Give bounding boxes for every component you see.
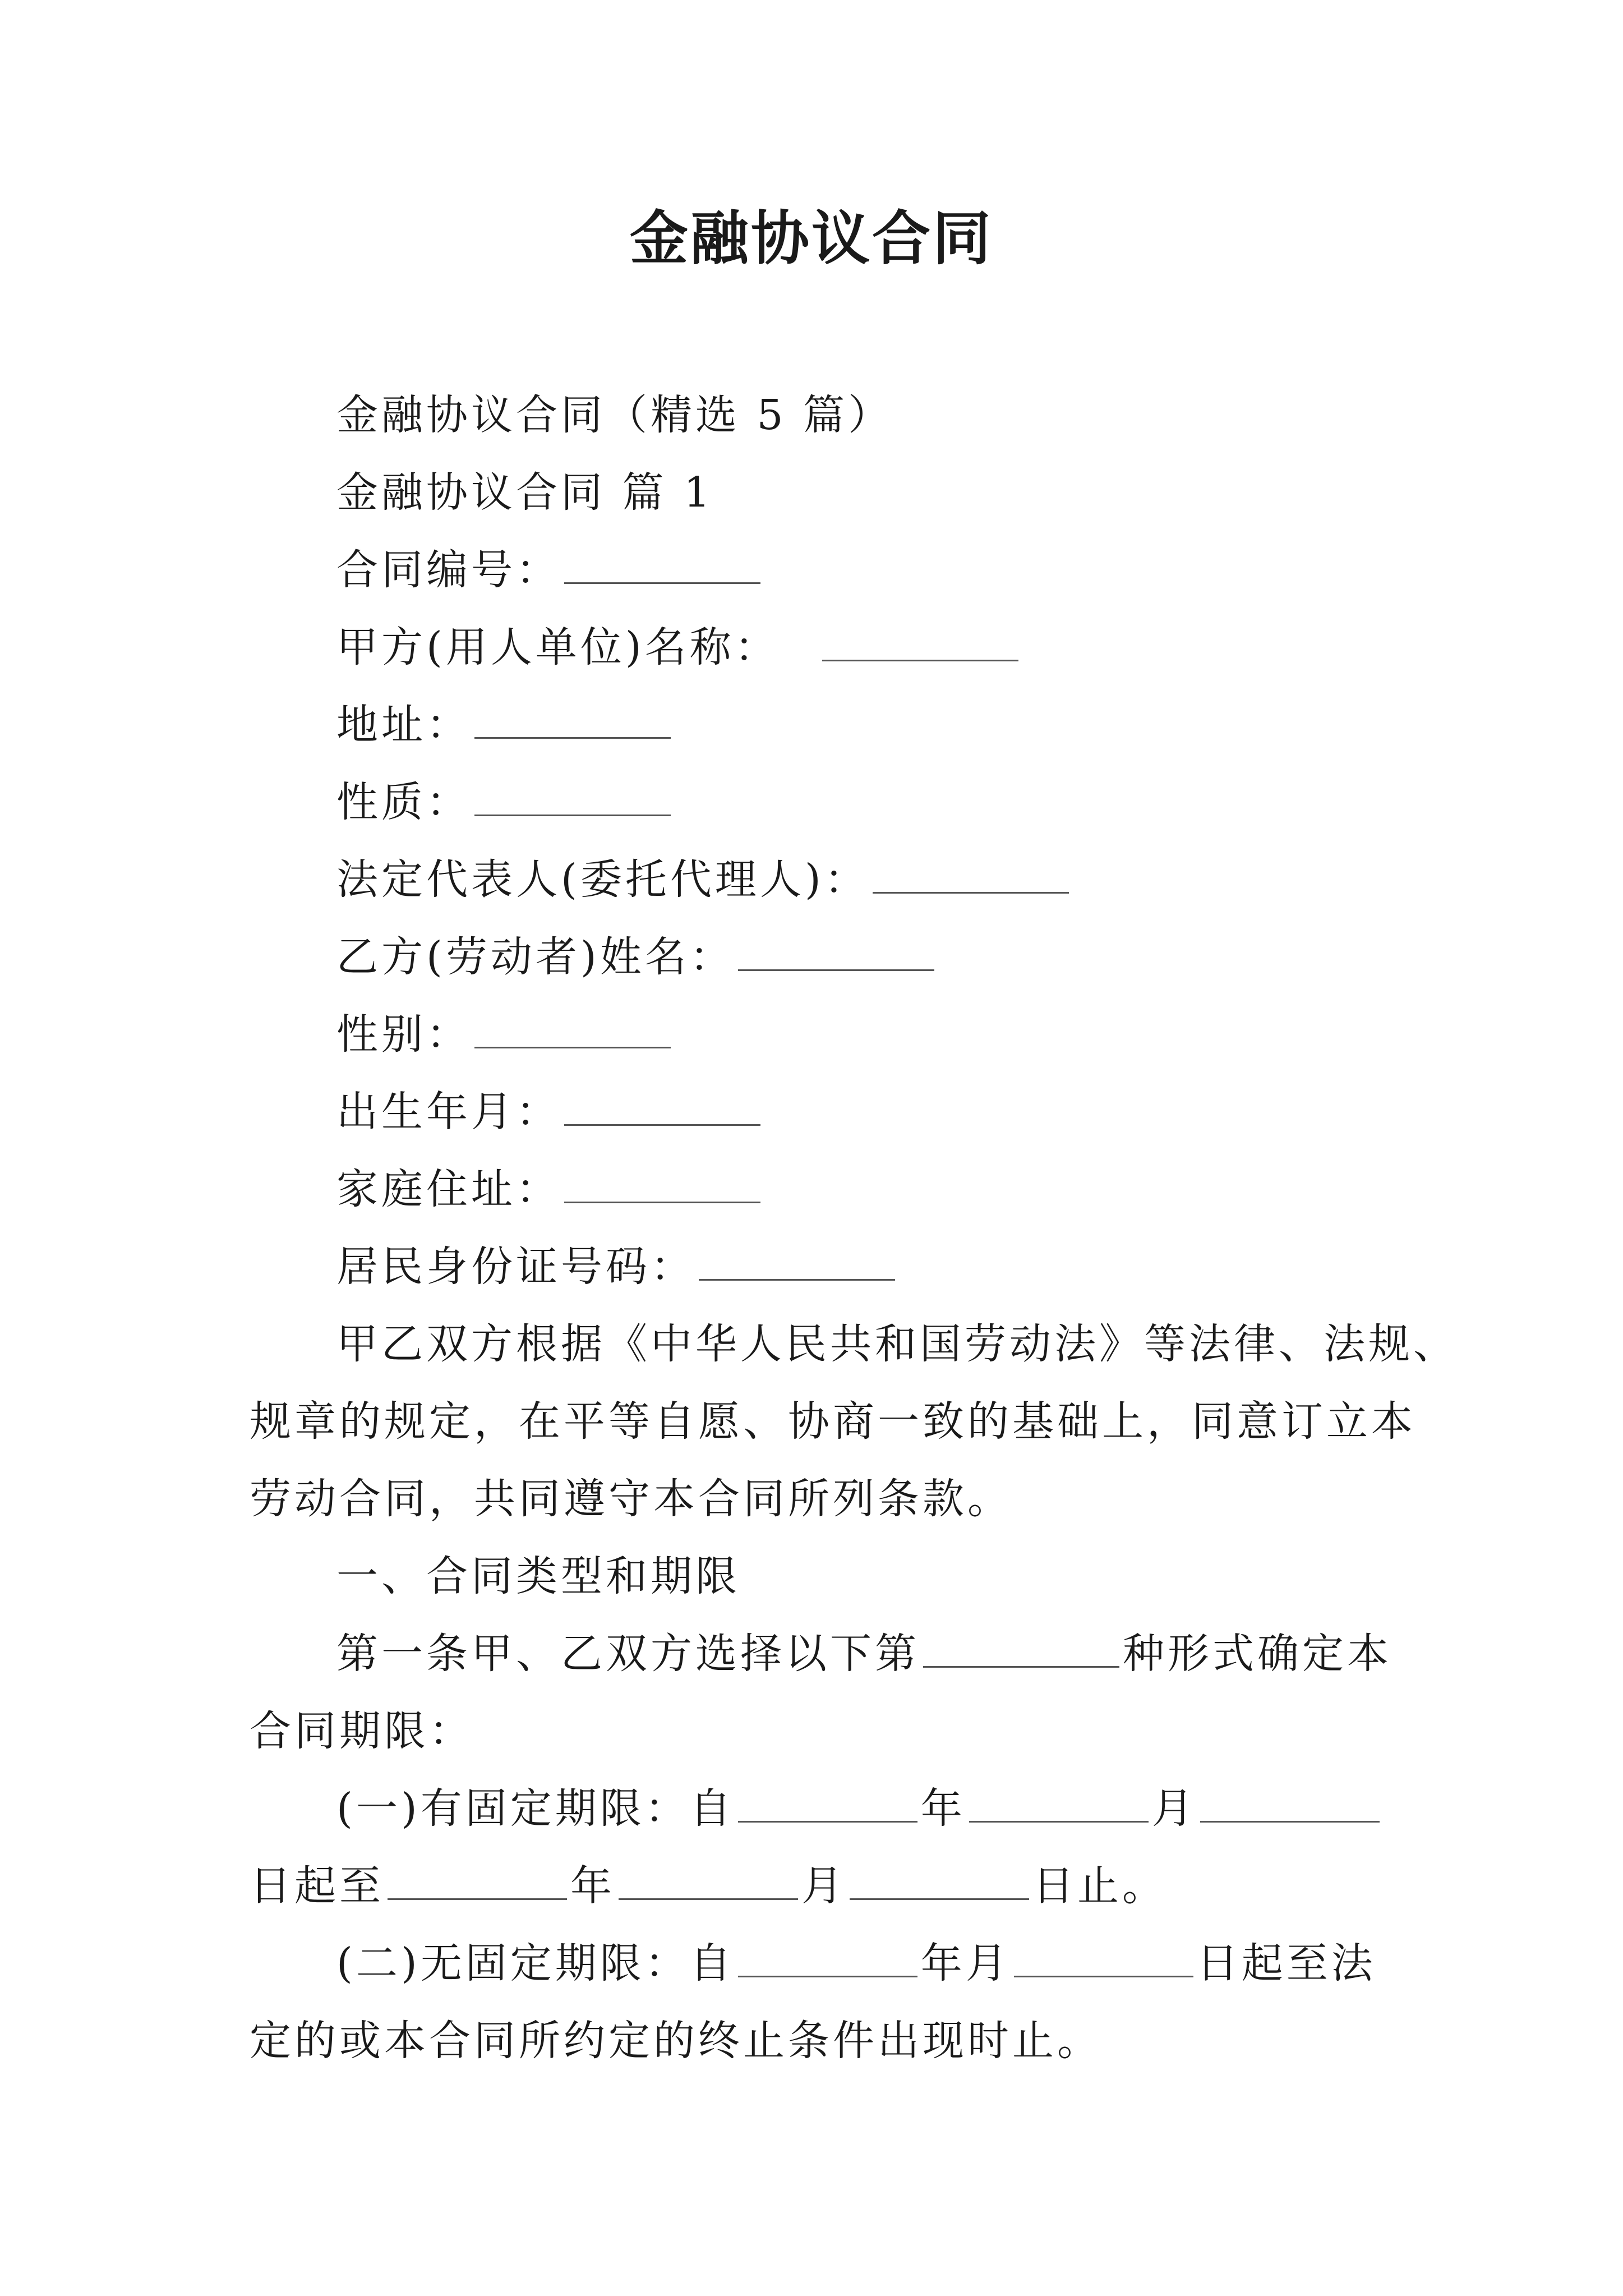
blank-line [564, 543, 760, 584]
blank-line [564, 1162, 760, 1203]
blank-line [474, 1007, 671, 1048]
clause-text: (二)无固定期限：自 [336, 1939, 735, 1987]
blank-line [564, 1085, 760, 1126]
party-b-name-field [336, 929, 938, 985]
address-field [336, 697, 674, 753]
field-label: 合同编号： [336, 546, 561, 594]
page-title: 金融协议合同 [629, 204, 993, 273]
blank-line [873, 853, 1069, 894]
field-label: 乙方(劳动者)姓名： [336, 933, 735, 981]
year-label: 年 [920, 1784, 966, 1833]
home-address-field [336, 1161, 764, 1217]
article-text: 种形式确定本 [1123, 1630, 1392, 1678]
field-label: 法定代表人(委托代理人)： [336, 855, 869, 904]
field-label: 性别： [336, 1010, 471, 1059]
gender-field [336, 1006, 674, 1062]
blank-line [822, 620, 1018, 661]
field-label: 家庭住址： [336, 1165, 561, 1213]
blank-line [738, 1936, 917, 1977]
blank-line [923, 1627, 1119, 1668]
field-label: 地址： [336, 701, 471, 749]
field-label: 甲方(用人单位)名称： [336, 623, 780, 671]
party-a-name-field [336, 619, 1022, 675]
blank-line [388, 1859, 567, 1900]
field-label: 性质： [336, 778, 471, 826]
article-text: 第一条甲、乙双方选择以下第 [336, 1630, 920, 1678]
legal-rep-field [336, 852, 1072, 908]
field-label: 居民身份证号码： [336, 1243, 695, 1291]
section-heading: 金融协议合同 篇 1 [336, 468, 714, 517]
open-term-continuation: 定的或本合同所约定的终止条件出现时止。 [250, 2017, 1102, 2065]
birth-field [336, 1084, 764, 1140]
nature-field [336, 774, 674, 830]
paragraph-line: 甲乙双方根据《中华人民共和国劳动法》等法律、法规、 [336, 1320, 1458, 1368]
month-label: 月 [1151, 1784, 1197, 1833]
blank-line [474, 698, 671, 739]
article-1-line [336, 1626, 1392, 1682]
blank-line [969, 1782, 1149, 1823]
clause-text: (一)有固定期限：自 [336, 1784, 735, 1833]
blank-line [1200, 1782, 1380, 1823]
fixed-term-line [336, 1780, 1383, 1837]
blank-line [619, 1859, 798, 1900]
blank-line [738, 930, 934, 971]
paragraph-line: 劳动合同，共同遵守本合同所列条款。 [250, 1475, 1012, 1523]
open-term-line [336, 1935, 1376, 1991]
blank-line [1014, 1936, 1193, 1977]
blank-line [738, 1782, 917, 1823]
fixed-term-continuation [250, 1858, 1167, 1914]
year-month-label: 年月 [920, 1939, 1011, 1987]
clause-text: 日止。 [1032, 1862, 1167, 1910]
blank-line [699, 1240, 895, 1281]
article-1-continuation: 合同期限： [250, 1707, 474, 1755]
id-number-field [336, 1239, 898, 1295]
year-label: 年 [570, 1862, 615, 1910]
field-label: 出生年月： [336, 1088, 561, 1136]
blank-line [850, 1859, 1029, 1900]
clause-text: 日起至 [250, 1862, 384, 1910]
document-subtitle: 金融协议合同（精选 5 篇） [336, 391, 893, 439]
month-label: 月 [801, 1862, 846, 1910]
blank-line [474, 775, 671, 816]
section-heading-1: 一、合同类型和期限 [336, 1552, 740, 1600]
clause-text: 日起至法 [1196, 1939, 1376, 1987]
contract-number-field [336, 542, 764, 598]
paragraph-line: 规章的规定，在平等自愿、协商一致的基础上，同意订立本 [250, 1397, 1416, 1446]
